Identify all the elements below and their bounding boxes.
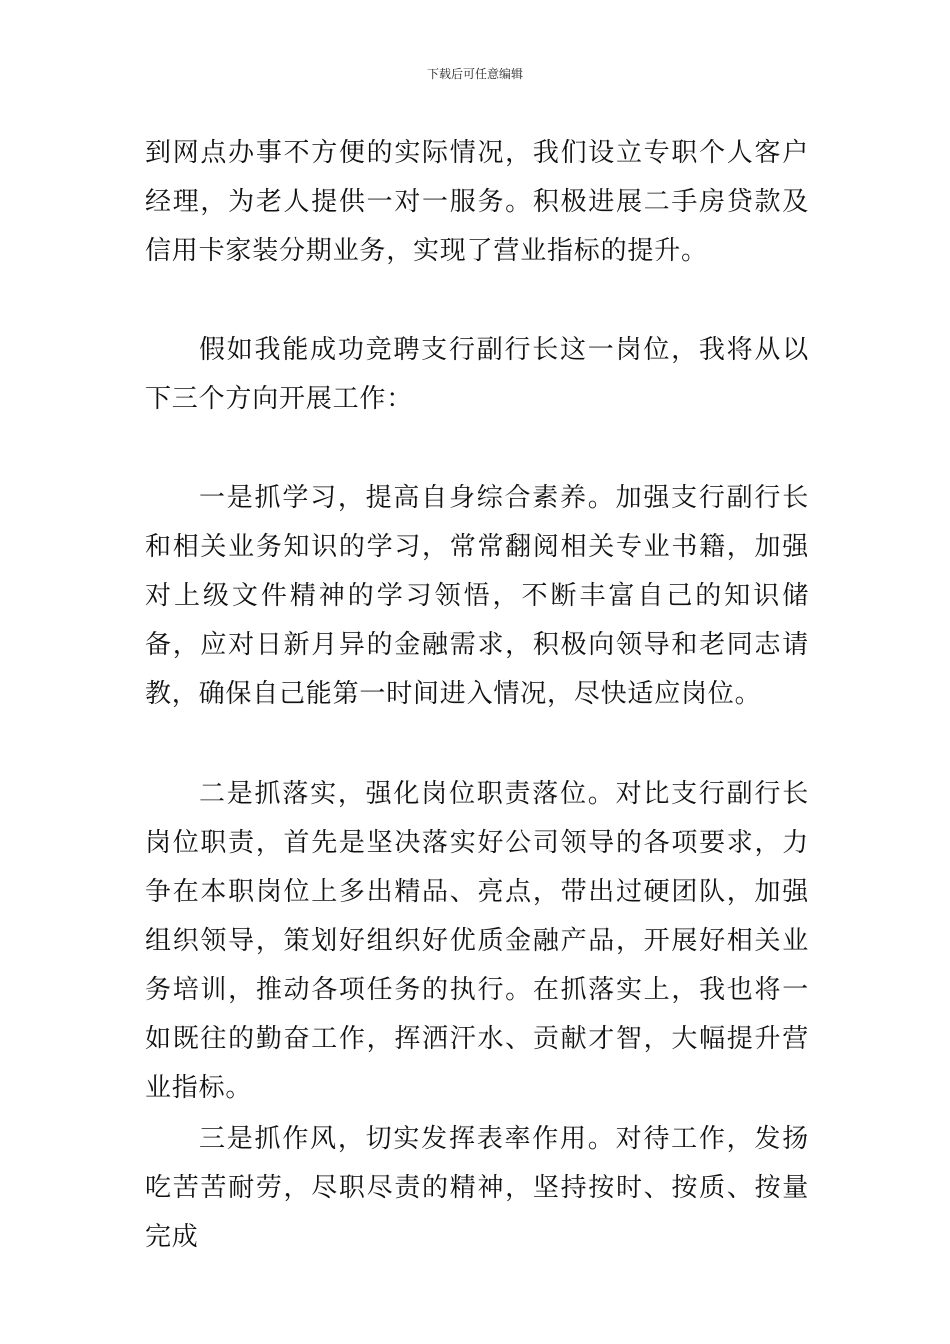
page-header: 下载后可任意编辑 [426,67,523,81]
paragraph-continuation: 到网点办事不方便的实际情况，我们设立专职个人客户经理，为老人提供一对一服务。积极进展二手房贷款及信用卡家装分期业务，实现了营业指标的提升。 [145,138,809,266]
paragraph-point-one: 一是抓学习，提高自身综合素养。加强支行副行长和相关业务知识的学习，常常翻阅相关专业书籍，加强对上级文件精神的学习领悟，不断丰富自己的知识储备，应对日新月异的金融需求，积极向领导和老同志请教，确保自己能第一时间进入情况，尽快适应岗位。 [145,483,809,709]
paragraph-point-two: 二是抓落实，强化岗位职责落位。对比支行副行长岗位职责，首先是坚决落实好公司领导的各项要求，力争在本职岗位上多出精品、亮点，带出过硬团队，加强组织领导，策划好组织好优质金融产品，开展好相关业务培训，推动各项任务的执行。在抓落实上，我也将一如既往的勤奋工作，挥洒汗水、贡献才智，大幅提升营业指标。 [145,779,809,1103]
paragraph-point-three: 三是抓作风，切实发挥表率作用。对待工作，发扬吃苦苦耐劳，尽职尽责的精神，坚持按时、按质、按量完成 [145,1124,809,1252]
paragraph-intro: 假如我能成功竞聘支行副行长这一岗位，我将从以下三个方向开展工作： [145,335,809,414]
